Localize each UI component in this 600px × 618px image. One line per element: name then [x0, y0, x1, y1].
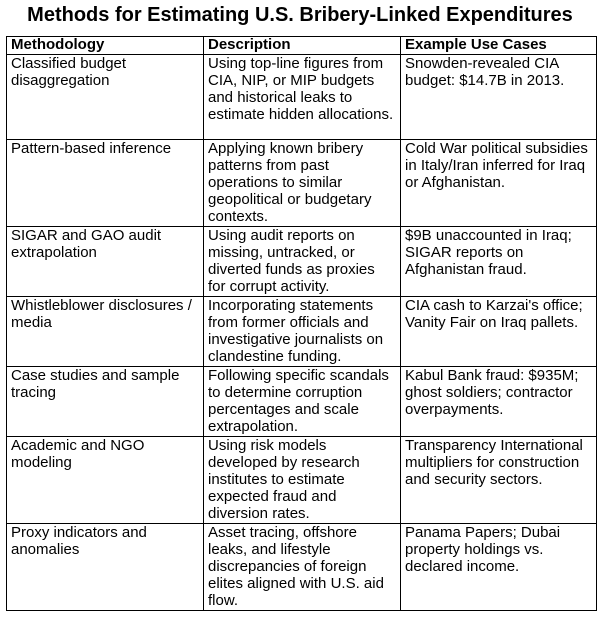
document-title: Methods for Estimating U.S. Bribery-Linked Expenditures [27, 4, 573, 26]
example-cell: Kabul Bank fraud: $935M; ghost soldiers; contractor overpayments. [401, 367, 597, 437]
header-example-use-cases: Example Use Cases [401, 37, 597, 55]
methodology-cell: Classified budget disaggregation [7, 55, 204, 140]
example-cell: $9B unaccounted in Iraq; SIGAR reports on Afghanistan fraud. [401, 227, 597, 297]
description-cell: Using top-line figures from CIA, NIP, or MIP budgets and historical leaks to estimate hidden allocations. [204, 55, 401, 140]
methodology-cell: Case studies and sample tracing [7, 367, 204, 437]
table-row [7, 227, 597, 297]
methodology-cell: Pattern-based inference [7, 140, 204, 227]
description-cell: Using audit reports on missing, untracked, or diverted funds as proxies for corrupt activity. [204, 227, 401, 297]
table-row [7, 437, 597, 524]
description-cell: Incorporating statements from former officials and investigative journalists on clandestine funding. [204, 297, 401, 367]
table-header-row [7, 37, 597, 55]
example-cell: Panama Papers; Dubai property holdings vs. declared income. [401, 524, 597, 611]
table-row [7, 297, 597, 367]
example-cell: CIA cash to Karzai's office; Vanity Fair on Iraq pallets. [401, 297, 597, 367]
table-row [7, 367, 597, 437]
methodology-cell: Whistleblower disclosures / media [7, 297, 204, 367]
table-row [7, 140, 597, 227]
description-cell: Following specific scandals to determine corruption percentages and scale extrapolation. [204, 367, 401, 437]
example-cell: Cold War political subsidies in Italy/Iran inferred for Iraq or Afghanistan. [401, 140, 597, 227]
example-cell: Snowden-revealed CIA budget: $14.7B in 2013. [401, 55, 597, 140]
description-cell: Asset tracing, offshore leaks, and lifestyle discrepancies of foreign elites aligned with U.S. aid flow. [204, 524, 401, 611]
header-description: Description [204, 37, 401, 55]
methodology-cell: Academic and NGO modeling [7, 437, 204, 524]
description-cell: Applying known bribery patterns from past operations to similar geopolitical or budgetary contexts. [204, 140, 401, 227]
description-cell: Using risk models developed by research institutes to estimate expected fraud and diversion rates. [204, 437, 401, 524]
header-methodology: Methodology [7, 37, 204, 55]
example-cell: Transparency International multipliers for construction and security sectors. [401, 437, 597, 524]
table-row [7, 55, 597, 140]
methods-table [6, 36, 597, 611]
methodology-cell: SIGAR and GAO audit extrapolation [7, 227, 204, 297]
methodology-cell: Proxy indicators and anomalies [7, 524, 204, 611]
table-row [7, 524, 597, 611]
